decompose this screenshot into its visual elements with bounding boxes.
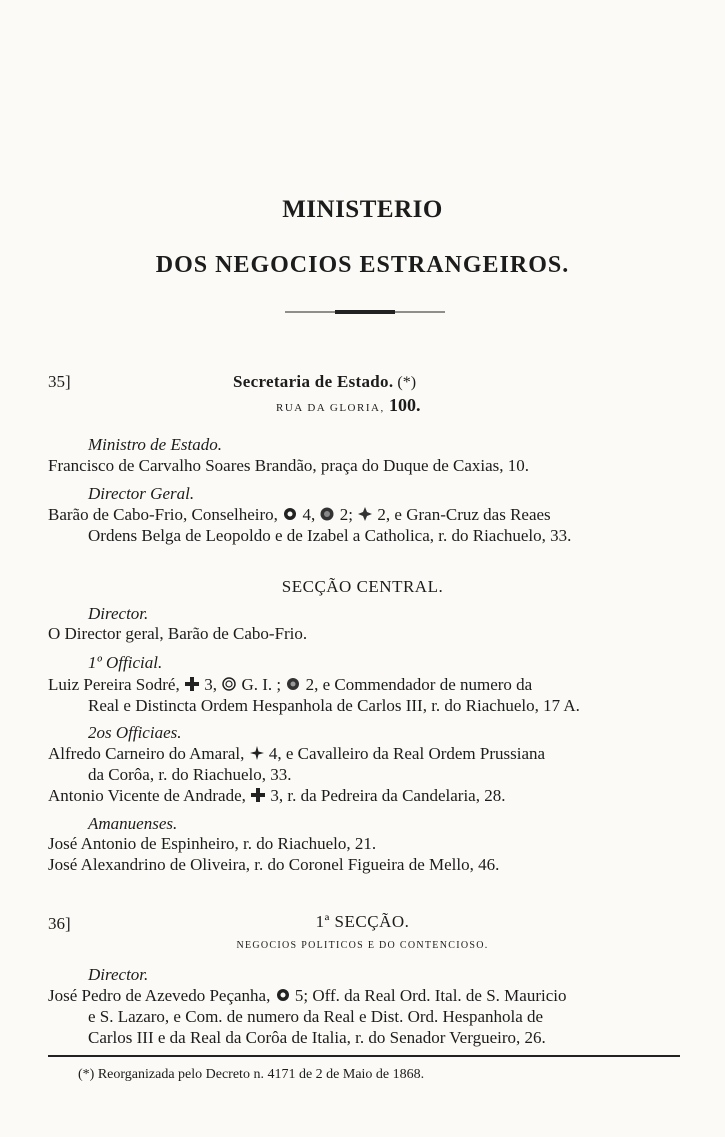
text-fragment: Luiz Pereira Sodré,: [48, 675, 180, 694]
entry-pecanha-line3: Carlos III e da Real da Corôa de Italia, r. do Senador Vergueiro, 26.: [88, 1028, 546, 1047]
entry-amanuense-oliveira: José Alexandrino de Oliveira, r. do Coronel Figueira de Mello, 46.: [48, 855, 500, 874]
rose-insignia-icon: [319, 506, 335, 522]
footnote: (*) Reorganizada pelo Decreto n. 4171 de 2 de Maio de 1868.: [78, 1067, 425, 1082]
section-address: [276, 395, 420, 416]
entry-amanuense-espinheiro: José Antonio de Espinheiro, r. do Riachuelo, 21.: [48, 834, 377, 853]
entry-first-officer-line2: Real e Distincta Ordem Hespanhola de Carlos III, r. do Riachuelo, 17 A.: [88, 696, 580, 715]
rose-insignia-icon: [285, 676, 301, 692]
address-label: RUA DA GLORIA,: [276, 402, 385, 414]
text-fragment: 4,: [302, 505, 316, 524]
section-number-35: 35]: [48, 372, 71, 391]
text-fragment: 2;: [339, 505, 353, 524]
ornament-divider: [285, 309, 445, 315]
entry-pecanha-line1: [48, 986, 566, 1006]
text-fragment: José Pedro de Azevedo Peçanha,: [48, 986, 271, 1005]
ministry-subtitle: DOS NEGOCIOS ESTRANGEIROS.: [155, 252, 570, 278]
role-director-general: Director Geral.: [88, 484, 195, 503]
text-fragment: 5; Off. da Real Ord. Ital. de S. Mauricio: [294, 986, 567, 1005]
entry-officer-amaral-line1: [48, 744, 545, 764]
role-second-officers: 2os Officiaes.: [88, 723, 182, 742]
role-first-officer: 1º Official.: [88, 653, 163, 672]
role-central-director: Director.: [88, 604, 149, 623]
text-fragment: Barão de Cabo-Frio, Conselheiro,: [48, 505, 278, 524]
text-fragment: Alfredo Carneiro do Amaral,: [48, 744, 245, 763]
footnote-rule: [48, 1055, 680, 1057]
order-insignia-icon: [282, 506, 298, 522]
star-insignia-icon: [249, 745, 265, 761]
entry-officer-amaral-line2: da Corôa, r. do Riachuelo, 33.: [88, 765, 292, 784]
cross-insignia-icon: [250, 787, 266, 803]
cross-insignia-icon: [357, 506, 373, 522]
text-fragment: 2, e Gran-Cruz das Reaes: [377, 505, 551, 524]
text-fragment: Antonio Vicente de Andrade,: [48, 786, 246, 805]
section-name: Secretaria de Estado.: [233, 372, 394, 391]
ministry-title: MINISTERIO: [282, 196, 443, 223]
order-insignia-icon: [275, 987, 291, 1003]
central-section-title: SECÇÃO CENTRAL.: [281, 577, 444, 596]
entry-pecanha-line2: e S. Lazaro, e Com. de numero da Real e Dist. Ord. Hespanhola de: [88, 1007, 544, 1026]
entry-first-officer-line1: [48, 675, 532, 695]
first-section-subtitle: NEGOCIOS POLITICOS E DO CONTENCIOSO.: [236, 940, 489, 951]
cross-insignia-icon: [184, 676, 200, 692]
footnote-mark: (*): [397, 374, 417, 391]
entry-director-general-line2: Ordens Belga de Leopoldo e de Izabel a Catholica, r. do Riachuelo, 33.: [88, 526, 572, 545]
text-fragment: 4, e Cavalleiro da Real Ordem Prussiana: [268, 744, 546, 763]
ring-insignia-icon: [221, 676, 237, 692]
text-fragment: G. I. ;: [241, 675, 282, 694]
section-number-36: 36]: [48, 914, 71, 933]
role-amanuenses: Amanuenses.: [88, 814, 178, 833]
text-fragment: 2, e Commendador de numero da: [305, 675, 533, 694]
entry-officer-andrade: [48, 786, 505, 806]
text-fragment: 3,: [204, 675, 217, 694]
entry-director-general-line1: [48, 505, 551, 525]
role-first-section-director: Director.: [88, 965, 149, 984]
section-heading: [233, 372, 416, 392]
first-section-title: 1ª SECÇÃO.: [315, 912, 410, 931]
role-minister: Ministro de Estado.: [88, 435, 222, 454]
entry-minister: Francisco de Carvalho Soares Brandão, praça do Duque de Caxias, 10.: [48, 456, 530, 475]
entry-central-director: O Director geral, Barão de Cabo-Frio.: [48, 624, 308, 643]
text-fragment: 3, r. da Pedreira da Candelaria, 28.: [270, 786, 506, 805]
address-number: 100.: [388, 395, 421, 415]
